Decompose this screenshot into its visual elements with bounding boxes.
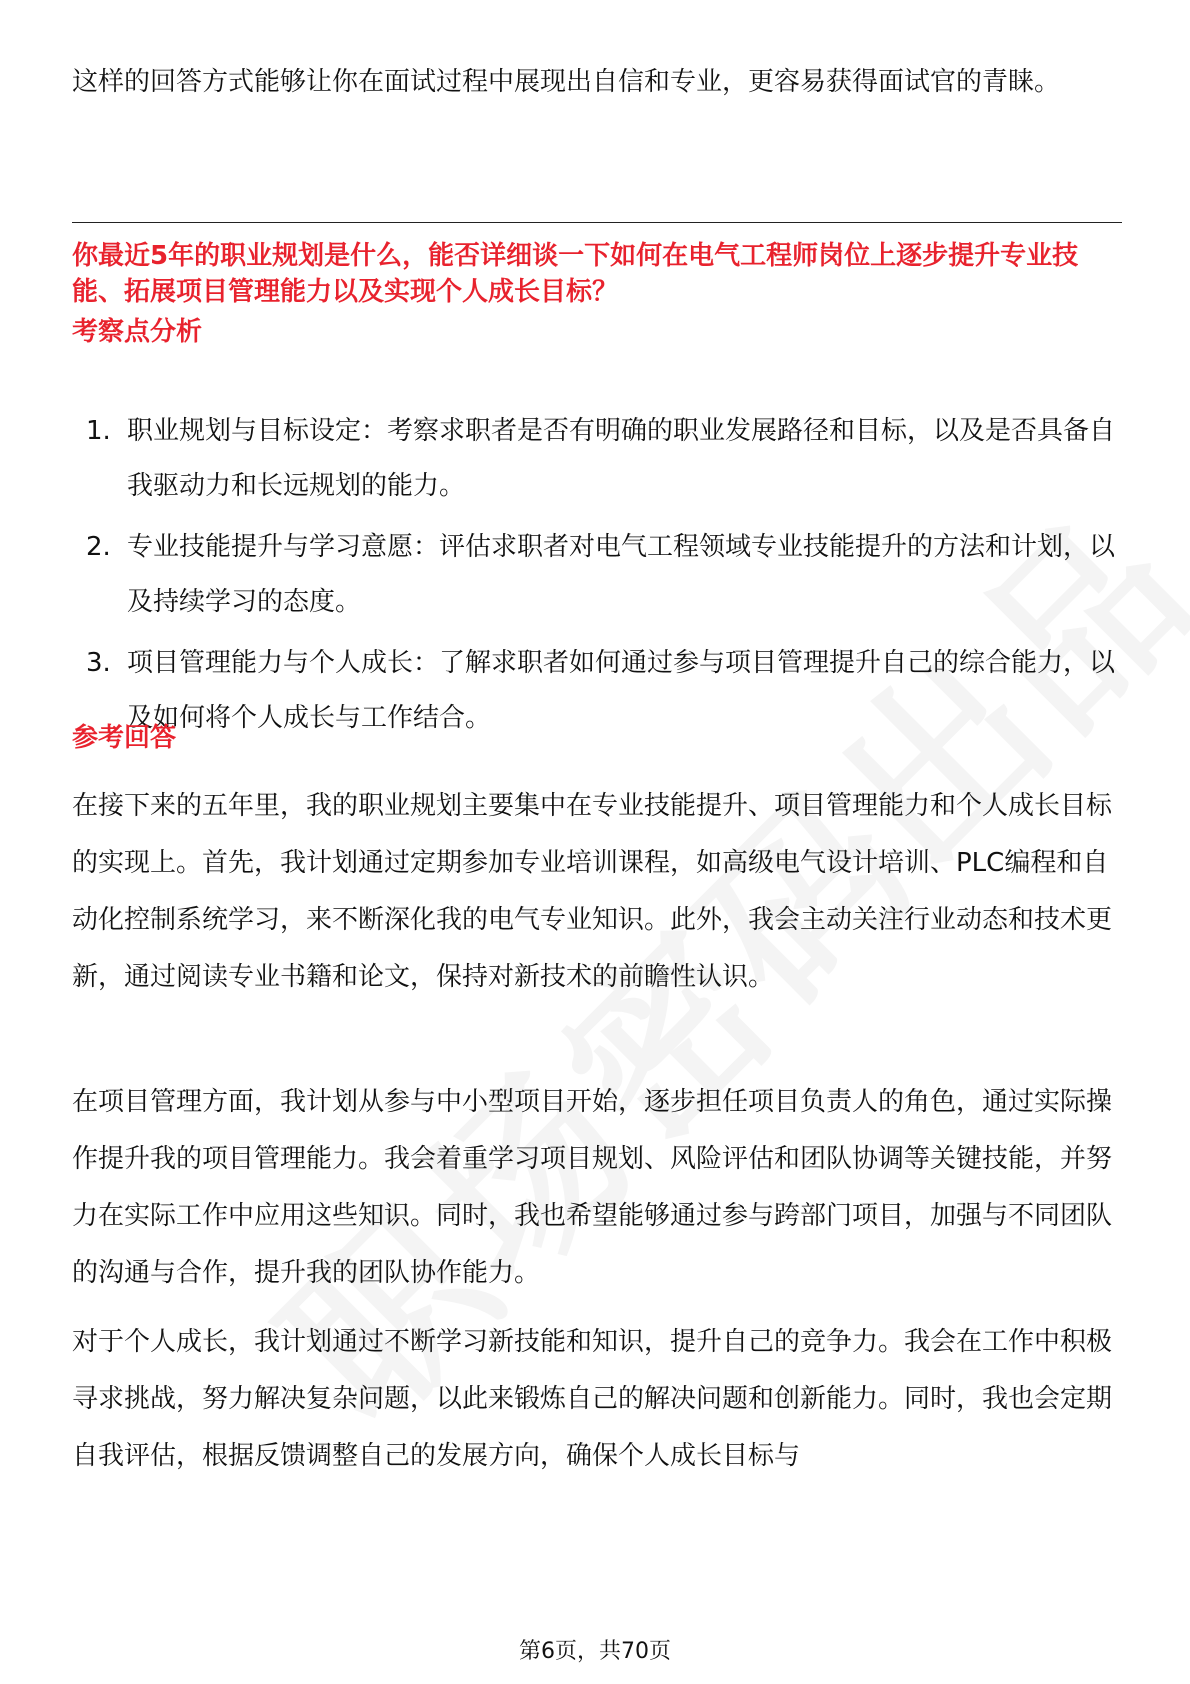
answer-paragraph-2: 在项目管理方面，我计划从参与中小型项目开始，逐步担任项目负责人的角色，通过实际操作提升我的项目管理能力。我会着重学习项目规划、风险评估和团队协调等关键技能，并努力在实际工作中应用这些知识。同时，我也希望能够通过参与跨部门项目，加强与不同团队的沟通与合作，提升我的团队协作能力。 xyxy=(72,1087,1113,1288)
answer-heading: 参考回答 xyxy=(72,723,177,753)
section-divider xyxy=(72,222,1122,223)
list-item xyxy=(72,636,1122,746)
list-item-text: 专业技能提升与学习意愿：评估求职者对电气工程领域专业技能提升的方法和计划，以及持续学习的态度。 xyxy=(127,532,1116,617)
intro-paragraph: 这样的回答方式能够让你在面试过程中展现出自信和专业，更容易获得面试官的青睐。 xyxy=(72,67,1061,97)
list-item-number: 2. xyxy=(86,532,111,562)
list-item-text: 项目管理能力与个人成长：了解求职者如何通过参与项目管理提升自己的综合能力，以及如何将个人成长与工作结合。 xyxy=(127,648,1116,733)
intro-section xyxy=(72,55,1122,110)
analysis-list xyxy=(72,404,1122,752)
page-number: 第6页，共70页 xyxy=(519,1639,671,1664)
list-item-number: 3. xyxy=(86,648,111,678)
list-item-number: 1. xyxy=(86,416,111,446)
question-title: 你最近5年的职业规划是什么，能否详细谈一下如何在电气工程师岗位上逐步提升专业技能、拓展项目管理能力以及实现个人成长目标？ xyxy=(72,241,1079,307)
list-item xyxy=(72,520,1122,630)
analysis-heading: 考察点分析 xyxy=(72,317,203,347)
answer-paragraph-3: 对于个人成长，我计划通过不断学习新技能和知识，提升自己的竞争力。我会在工作中积极寻求挑战，努力解决复杂问题，以此来锻炼自己的解决问题和创新能力。同时，我也会定期自我评估，根据反馈调整自己的发展方向，确保个人成长目标与 xyxy=(72,1327,1113,1471)
list-item xyxy=(72,404,1122,514)
answer-paragraph-1: 在接下来的五年里，我的职业规划主要集中在专业技能提升、项目管理能力和个人成长目标的实现上。首先，我计划通过定期参加专业培训课程，如高级电气设计培训、PLC编程和自动化控制系统学习，来不断深化我的电气专业知识。此外，我会主动关注行业动态和技术更新，通过阅读专业书籍和论文，保持对新技术的前瞻性认识。 xyxy=(72,791,1113,992)
list-item-text: 职业规划与目标设定：考察求职者是否有明确的职业发展路径和目标，以及是否具备自我驱动力和长远规划的能力。 xyxy=(127,416,1116,501)
